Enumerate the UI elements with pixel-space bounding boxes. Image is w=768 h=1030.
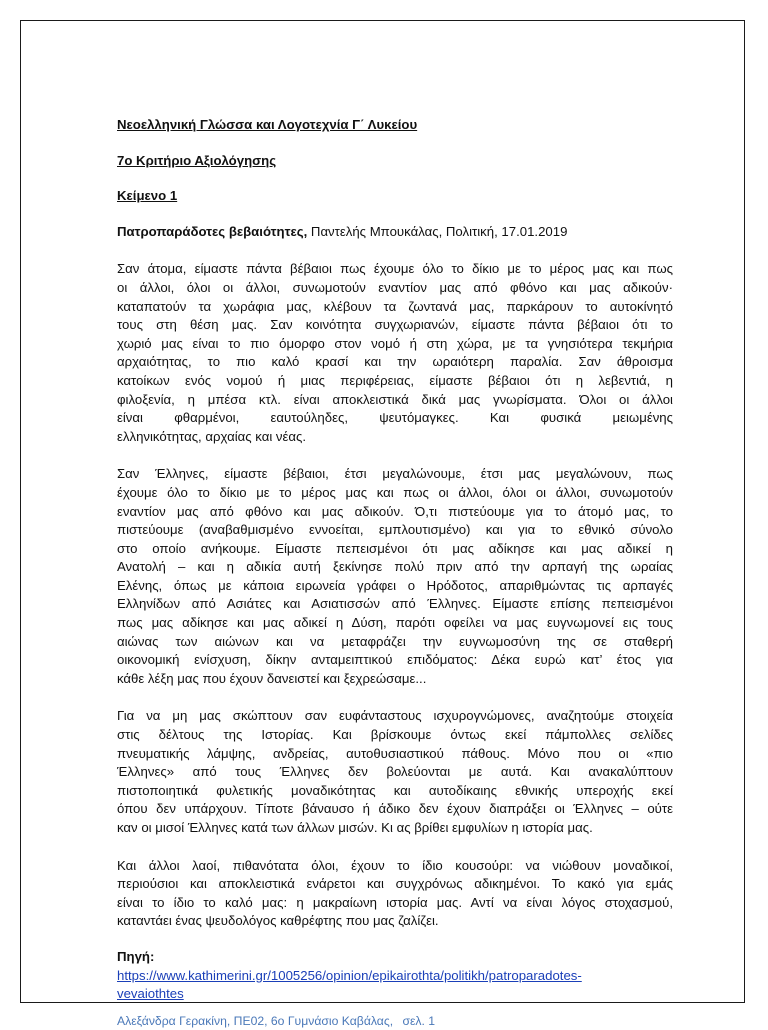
source-label: Πηγή: [117,948,155,964]
paragraph-line: αιώνας των αιώνων και να μεταφράζει την ευγνωμοσύνη της σε σταθερή [117,633,673,649]
document-content [117,116,673,1030]
paragraph-line: κατοίκων ενός νομού ή μιας περιφέρειας, είμαστε βέβαιοι ότι η λεβεντιά, η [117,372,673,388]
article-source-line [117,223,673,242]
paragraph-line: Και άλλοι λαοί, πιθανότατα όλοι, έχουν το ίδιο κουσούρι: να νιώθουν μοναδικοί, [117,857,673,873]
paragraph-line: κάθε λέξη μας που έχουν δανειστεί και ξεχρεώσαμε... [117,670,427,686]
document-page [20,20,745,1028]
paragraph-line: πως μας αδίκησε και μας αδικεί η Δύση, παρότι οφείλει να μας ευγνωμονεί εις τους [117,615,673,631]
paragraph-line: ελληνικότητας, αρχαίας και νέας. [117,428,307,444]
paragraph-line: οικονομική ενίσχυση, δίκην ανταμειπτικού επιδόματος: Δέκα ευρώ κατ’ έτος για [117,652,673,668]
paragraph-4 [117,857,673,931]
paragraph-line: Σαν Έλληνες, είμαστε βέβαιοι, έτσι μεγαλώνουμε, έτσι μας μεγαλώνουν, πως [117,466,673,482]
paragraph-2 [117,465,673,688]
article-byline: Παντελής Μπουκάλας, Πολιτική, 17.01.2019 [307,223,568,239]
paragraph-line: καταντάει ένας ψευδολόγος καθρέφτης που μας ζαλίζει. [117,913,439,929]
paragraph-line: Για να μη μας σκώπτουν σαν ευφάνταστους ισχυρογνώμονες, αναζητούμε στοιχεία [117,708,673,724]
paragraph-line: είναι το ίδιο το καλό μας: η μακραίωνη ιστορία μας. Αντί να είναι λόγος στοχασμού, [117,894,673,910]
source-link-line-1[interactable]: https://www.kathimerini.gr/1005256/opinion/epikairothta/politikh/patroparadotes- [117,967,582,983]
paragraph-line: Ανατολή – και η αδικία αυτή ξεκίνησε πολύ πριν από την αρπαγή της ωραίας [117,559,673,575]
page-footer [117,1012,673,1030]
course-title: Νεοελληνική Γλώσσα και Λογοτεχνία Γ΄ Λυκείου [117,117,418,132]
paragraph-line: πνευματικής λάμψης, ανδρείας, αυτοθυσιαστικού πάθους. Μόνο που οι «πιο [117,745,673,761]
paragraph-line: Ελληνίδων από Ασιάτες και Ασιατισσών από Έλληνες. Είμαστε επίσης πεπεισμένοι [117,596,673,612]
paragraph-line: τους στη θέση μας. Σαν κοινότητα συγχωριανών, είμαστε πάντα βέβαιοι ότι το [117,317,673,333]
paragraph-line: Σαν άτομα, είμαστε πάντα βέβαιοι πως έχουμε όλο το δίκιο με το μέρος μας και πως [117,261,673,277]
paragraph-line: χωριό μας είναι το πιο όμορφο στον νομό ή στη χώρα, με τα γνησιότερα τεκμήρια [117,335,673,351]
paragraph-line: στο οποίο ανήκουμε. Είμαστε πεπεισμένοι ότι μας αδίκησε και μας αδικεί η [117,540,673,556]
paragraph-line: έχουμε όλο το δίκιο με το μέρος μας και πως οι άλλοι, όλοι οι άλλοι, συνωμοτούν [117,484,673,500]
paragraph-line: είναι φθαρμένοι, εαυτούληδες, ψευτόμαγκες. Και φυσικά μειωμένης [117,410,673,426]
test-title: 7ο Κριτήριο Αξιολόγησης [117,152,277,168]
paragraph-line: Έλληνες» από τους Έλληνες δεν βολεύονται με αυτά. Και ανακαλύπτουν [117,764,673,780]
paragraph-line: καταπατούν τα χωράφια μας, κλέβουν τα ζωντανά μας, παρκάρουν το αυτοκίνητό [117,298,673,314]
paragraph-line: όπου δεν υπάρχουν. Τίποτε βάναυσο ή άδικο δεν έχουν διαπράξει οι Έλληνες – ούτε [117,801,673,817]
footer-author: Αλεξάνδρα Γερακίνη, ΠΕ02, 6ο Γυμνάσιο Καβάλας, [117,1013,394,1028]
footer-page-number: σελ. 1 [402,1013,436,1028]
paragraph-line: εναντίον μας από φθόνο και μας αδικούν. Ό,τι πιστεύουμε για το άτομό μας, το [117,503,673,519]
text-label: Κείμενο 1 [117,188,178,204]
source-block [117,948,673,1004]
paragraph-line: πιστεύουμε (αναβαθμισμένο εννοείται, εμπλουτισμένο) και για το εθνικό σύνολο [117,522,673,538]
paragraph-line: καν οι μισοί Έλληνες κατά των άλλων μισών. Κι ας βρίθει εμφυλίων η ιστορία μας. [117,820,593,835]
paragraph-line: οι άλλοι, όλοι οι άλλοι, συνωμοτούν εναντίον μας από φθόνο και μας αδικούν· [117,279,673,295]
paragraph-3 [117,707,673,837]
paragraph-line: Ελένης, όπως με κάποια ειρωνεία γράφει ο Ηρόδοτος, απαριθμώντας τις αρπαγές [117,577,673,593]
paragraph-line: φιλοξενία, η μπέσα κτλ. είναι αποκλειστικά δικά μας γνωρίσματα. Όλοι οι άλλοι [117,391,673,407]
paragraph-line: στις δέλτους της Ιστορίας. Και βρίσκουμε όντως εκεί πάμπολλες σελίδες [117,727,673,743]
article-title: Πατροπαράδοτες βεβαιότητες, [117,223,308,239]
paragraph-1 [117,260,673,446]
paragraph-line: αρχαιότητας, το πιο καλό κρασί και την ωραιότερη παραλία. Σαν άθροισμα [117,354,673,370]
paragraph-line: πιστοποιητικά φυλετικής μοναδικότητας και αυτοδίκαιης εθνικής υπεροχής εκεί [117,782,673,798]
paragraph-line: περιούσιοι και αποκλειστικά ενάρετοι και συγχρόνως αδικημένοι. Το κακό για εμάς [117,876,673,892]
article-body [117,260,673,931]
source-link-line-2[interactable]: vevaiothtes [117,986,184,1002]
